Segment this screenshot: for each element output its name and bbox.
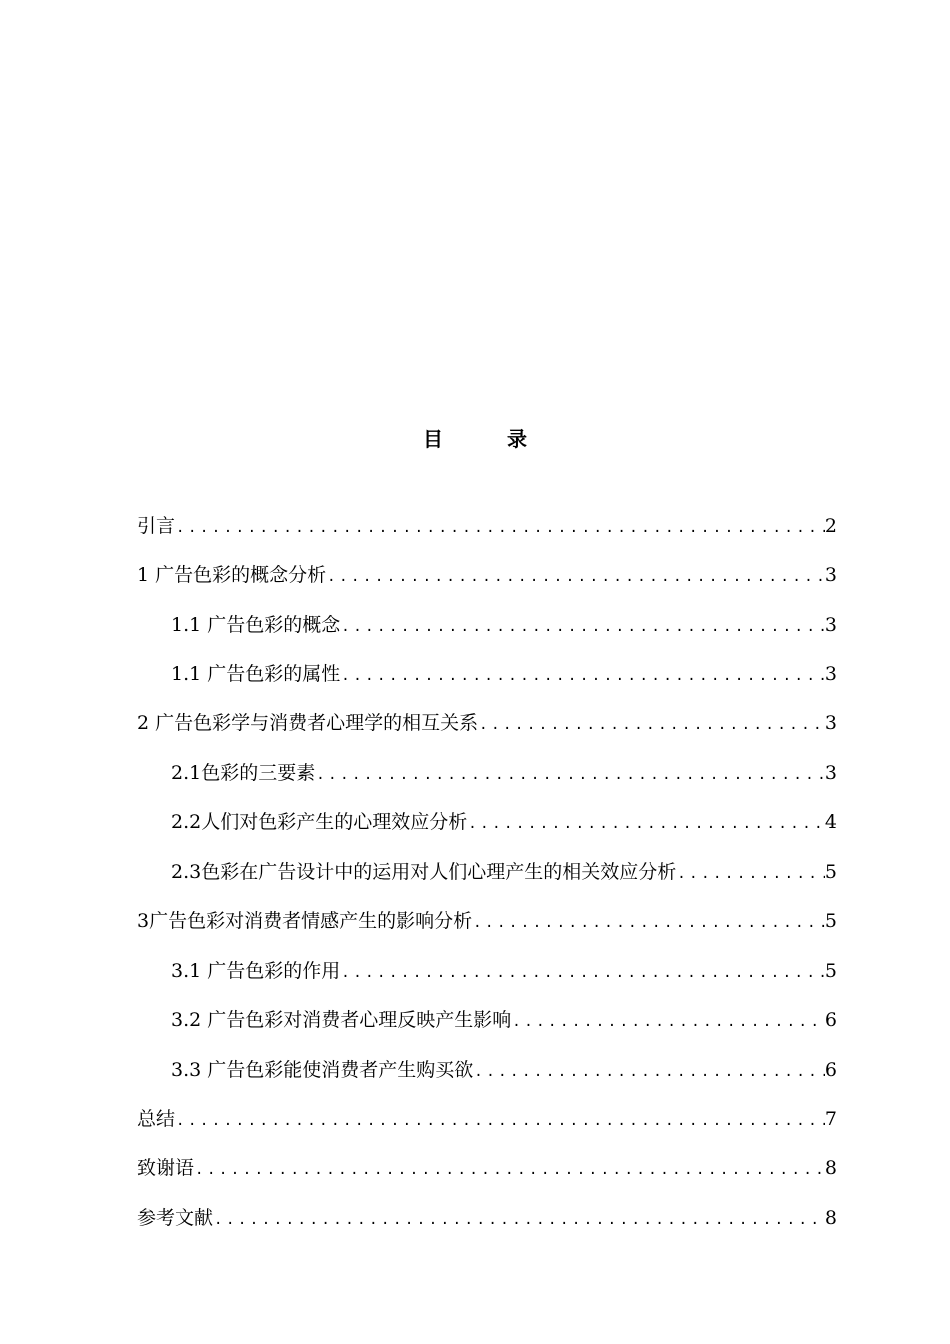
toc-entry xyxy=(137,708,837,738)
toc-entry-label: 2.3色彩在广告设计中的运用对人们心理产生的相关效应分析 xyxy=(171,861,677,883)
toc-entry xyxy=(137,1104,837,1134)
toc-entry-page: 4 xyxy=(824,811,837,833)
toc-entry-page: 7 xyxy=(824,1108,837,1130)
toc-entry xyxy=(171,1005,837,1035)
toc-dot-leader xyxy=(195,1155,825,1185)
toc-entry-label: 2.1色彩的三要素 xyxy=(171,762,316,784)
toc-entry-page: 5 xyxy=(824,960,837,982)
toc-entry-page: 3 xyxy=(824,712,837,734)
toc-entry-page: 3 xyxy=(824,663,837,685)
toc-entry-page: 8 xyxy=(824,1157,837,1179)
toc-entry-page: 8 xyxy=(824,1207,837,1229)
toc-dot-leader xyxy=(327,562,825,592)
toc-dot-leader xyxy=(468,809,825,839)
toc-entry xyxy=(137,511,837,541)
toc-entry-page: 2 xyxy=(824,515,837,537)
toc-dot-leader xyxy=(176,513,825,543)
toc-entry xyxy=(171,610,837,640)
toc-entry-label: 1.1 广告色彩的概念 xyxy=(171,614,341,636)
toc-title: 目 录 xyxy=(423,427,549,451)
toc-entry-label: 引言 xyxy=(137,515,176,537)
toc-dot-leader xyxy=(677,859,825,889)
toc-dot-leader xyxy=(176,1106,825,1136)
toc-entry-label: 2 广告色彩学与消费者心理学的相互关系 xyxy=(137,712,479,734)
toc-entry xyxy=(137,1153,837,1183)
toc-entry-page: 3 xyxy=(824,614,837,636)
toc-entry-page: 3 xyxy=(824,564,837,586)
toc-dot-leader xyxy=(341,612,825,642)
toc-entry-page: 3 xyxy=(824,762,837,784)
toc-dot-leader xyxy=(473,908,825,938)
toc-entry-label: 1.1 广告色彩的属性 xyxy=(171,663,341,685)
toc-entry-page: 6 xyxy=(824,1059,837,1081)
toc-entry-label: 致谢语 xyxy=(137,1157,195,1179)
toc-entry xyxy=(171,758,837,788)
toc-entry-label: 3.3 广告色彩能使消费者产生购买欲 xyxy=(171,1059,474,1081)
toc-dot-leader xyxy=(512,1007,825,1037)
toc-dot-leader xyxy=(474,1057,825,1087)
toc-dot-leader xyxy=(479,710,825,740)
toc-entry-page: 6 xyxy=(824,1009,837,1031)
toc-entry-label: 总结 xyxy=(137,1108,176,1130)
toc-entry xyxy=(171,659,837,689)
toc-entry xyxy=(137,1203,837,1233)
toc-entry xyxy=(137,560,837,590)
toc-entry xyxy=(171,857,837,887)
toc-entry-label: 3.1 广告色彩的作用 xyxy=(171,960,341,982)
toc-entry xyxy=(171,1055,837,1085)
toc-entry xyxy=(171,956,837,986)
toc-entry-page: 5 xyxy=(824,861,837,883)
toc-entry-page: 5 xyxy=(824,910,837,932)
toc-entry xyxy=(171,807,837,837)
toc-entry-label: 参考文献 xyxy=(137,1207,214,1229)
toc-entry xyxy=(137,906,837,936)
toc-entry-label: 1 广告色彩的概念分析 xyxy=(137,564,327,586)
toc-entry-label: 2.2人们对色彩产生的心理效应分析 xyxy=(171,811,468,833)
toc-dot-leader xyxy=(341,661,825,691)
toc-dot-leader xyxy=(316,760,825,790)
toc-entry-label: 3.2 广告色彩对消费者心理反映产生影响 xyxy=(171,1009,512,1031)
toc-entry-label: 3广告色彩对消费者情感产生的影响分析 xyxy=(137,910,473,932)
toc-dot-leader xyxy=(214,1205,825,1235)
toc-dot-leader xyxy=(341,958,825,988)
